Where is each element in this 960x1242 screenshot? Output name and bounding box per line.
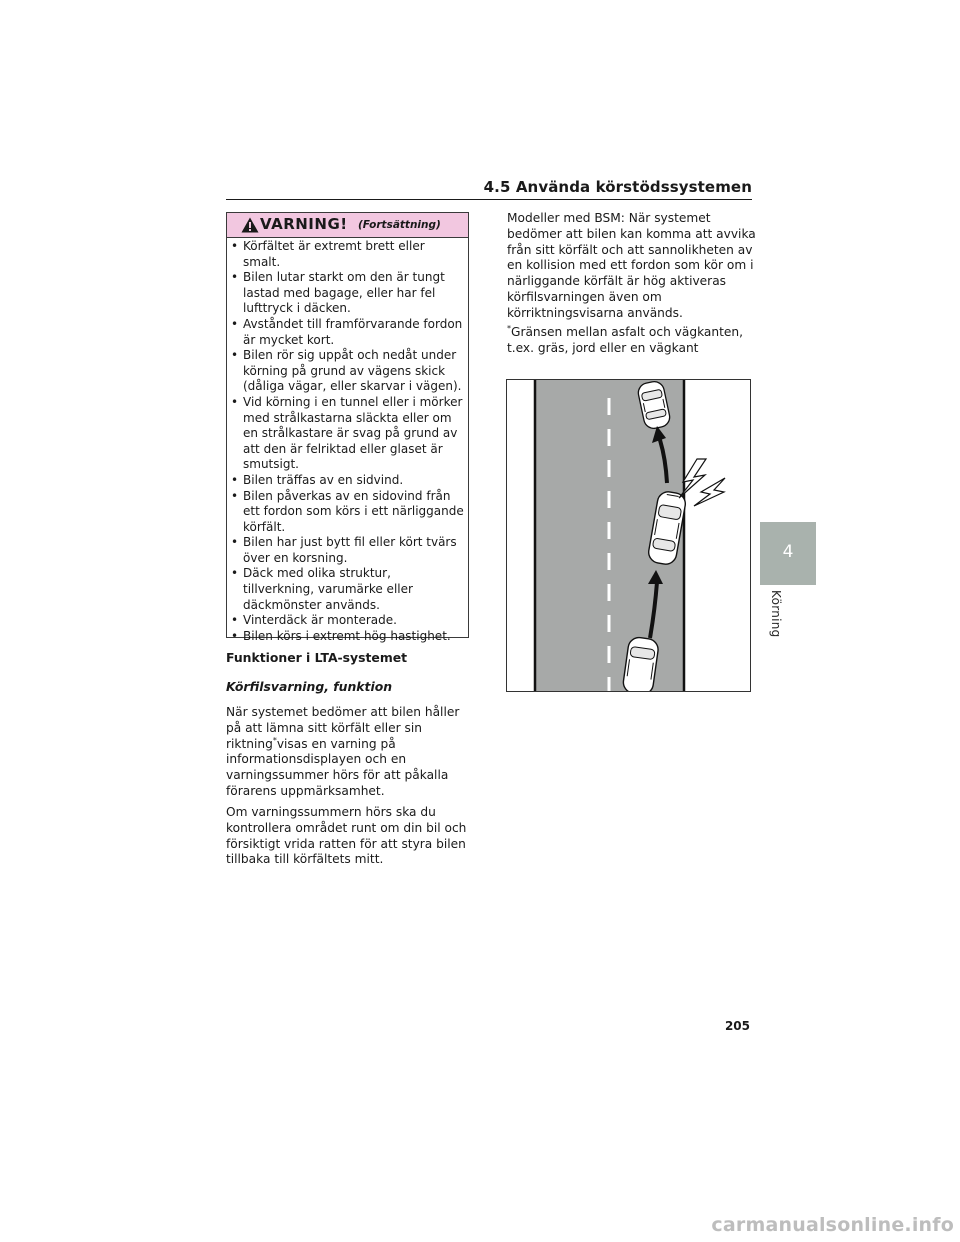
warning-item-text: Bilen påverkas av en sidovind från ett fordon som körs i ett närliggande körfält. [243,488,464,534]
paragraph-buzzer: Om varningssummern hörs ska du kontrollera området runt om din bil och försiktigt vrida ratten för att styra bilen tillbaka till körfältets mitt. [226,805,467,867]
bullet: • [231,566,239,581]
chapter-number: 4 [782,542,794,562]
warning-list-item [227,473,464,489]
bullet: • [231,239,239,253]
warning-list-item [227,348,464,395]
bullet: • [231,348,239,363]
bullet: • [231,535,239,550]
chapter-tab [760,522,816,585]
bullet: • [231,270,239,285]
warning-item-text: Bilen träffas av en sidvind. [243,472,404,487]
warning-list-item [227,489,464,536]
warning-triangle-icon [241,217,259,233]
paragraph-lane-warning: När systemet bedömer att bilen håller på att lämna sitt körfält eller sin riktning*visas en varning på informationsdisplayen och en varningssummer hörs för att påkalla förarens uppmärksamhet. [226,705,460,798]
warning-item-text: Körfältet är extremt brett eller smalt. [243,239,425,269]
bullet: • [231,613,239,628]
page-number: 205 [724,1019,750,1033]
watermark: carmanualsonline.info [711,1214,954,1236]
warning-label: VARNING! [260,215,348,233]
warning-item-text: Bilen körs i extremt hög hastighet. [243,628,451,643]
bullet: • [231,394,239,409]
bullet: • [231,472,239,487]
warning-header [227,213,468,238]
section-title: 4.5 Använda körstödssystemen [483,178,752,196]
section-heading: Funktioner i LTA-systemet [226,650,408,665]
bullet: • [231,628,239,643]
warning-bolt-icon [679,459,725,506]
chapter-label: Körning [769,590,783,638]
warning-list-item [227,270,464,317]
lane-departure-illustration [506,379,751,692]
paragraph-bsm: Modeller med BSM: När systemet bedömer att bilen kan komma att avvika från sitt körfält och att sannolikheten av en kollision med ett fordon som kör om i närliggande körfält är hög aktiveras körfilsvarningen även om körriktningsvisarna används. [507,211,756,320]
warning-item-text: Däck med olika struktur, tillverkning, varumärke eller däckmönster används. [243,566,413,612]
warning-box [226,212,469,643]
warning-list-item [227,395,464,473]
warning-list-item [227,317,464,348]
warning-list [227,239,468,644]
warning-list-item [227,613,464,629]
warning-list-item [227,535,464,566]
bullet: • [231,316,239,331]
footnote: *Gränsen mellan asfalt och vägkanten, t.ex. gräs, jord eller en vägkant [507,323,744,355]
road-diagram [507,380,750,691]
bullet: • [231,488,239,503]
warning-list-item [227,239,464,270]
warning-list-item [227,566,464,613]
warning-item-text: Vid körning i en tunnel eller i mörker med strålkastarna släckta eller om en strålkastare är svag på grund av att den är felriktad eller glaset är smutsigt. [243,394,463,472]
warning-continued: (Fortsättning) [358,219,441,231]
warning-item-text: Bilen har just bytt fil eller kört tvärs över en korsning. [243,535,457,565]
warning-item-text: Avståndet till framförvarande fordon är mycket kort. [243,316,463,347]
warning-list-item [227,629,464,645]
subheading: Körfilsvarning, funktion [226,679,393,694]
warning-item-text: Vinterdäck är monterade. [243,613,397,628]
warning-item-text: Bilen rör sig uppåt och nedåt under körning på grund av vägens skick (dåliga vägar, eller skarvar i vägen). [243,348,462,394]
warning-item-text: Bilen lutar starkt om den är tungt lastad med bagage, eller har fel lufttryck i däcken. [243,270,445,316]
header-rule [226,199,752,200]
